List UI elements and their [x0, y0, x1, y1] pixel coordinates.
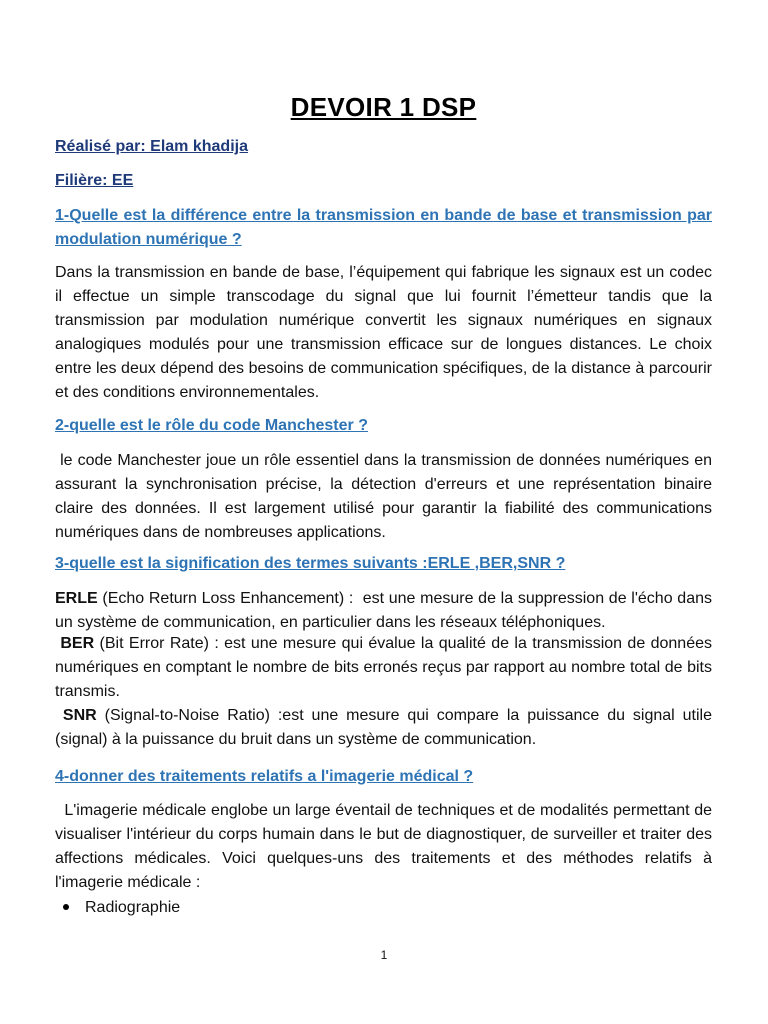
term-erle-label: ERLE [55, 590, 98, 607]
question-2: 2-quelle est le rôle du code Manchester ? [55, 417, 368, 434]
author-line: Réalisé par: Elam khadija [55, 138, 248, 155]
term-snr [55, 704, 717, 752]
list-item-label: Radiographie [85, 899, 181, 916]
term-erle [55, 587, 717, 635]
filiere-line: Filière: EE [55, 172, 134, 189]
term-snr-definition: (Signal-to-Noise Ratio) :est une mesure qui compare la puissance du signal utile (signal) à la puissance du bruit dans un système de communication. [55, 707, 717, 748]
term-ber-label: BER [55, 635, 95, 652]
question-3: 3-quelle est la signification des termes suivants :ERLE ,BER,SNR ? [55, 555, 566, 572]
list-item [63, 896, 180, 920]
page-number: 1 [380, 948, 388, 962]
bullet-icon [63, 904, 69, 910]
term-ber [55, 632, 717, 704]
term-snr-label: SNR [55, 707, 97, 724]
question-4: 4-donner des traitements relatifs a l'imagerie médical ? [55, 768, 474, 785]
term-erle-definition: (Echo Return Loss Enhancement) : est une mesure de la suppression de l'écho dans un système de communication, en particulier dans les réseaux téléphoniques. [55, 590, 717, 631]
answer-1: Dans la transmission en bande de base, l’équipement qui fabrique les signaux est un codec il effectue un simple transcodage du signal que lui fournit l’émetteur tandis que la transmission par modulation numérique convertit les signaux numériques en signaux analogiques modulés pour une transmission efficace sur de longues distances. Le choix entre les deux dépend des besoins de communication spécifiques, de la distance à parcourir et des conditions environnementales. [55, 264, 712, 401]
answer-2: le code Manchester joue un rôle essentiel dans la transmission de données numériques en assurant la synchronisation précise, la détection d'erreurs et une représentation binaire claire des données. Il est largement utilisé pour garantir la fiabilité des communications numériques dans de nombreuses applications. [55, 452, 717, 541]
term-ber-definition: (Bit Error Rate) : est une mesure qui évalue la qualité de la transmission de données numériques en comptant le nombre de bits erronés reçus par rapport au nombre total de bits transmis. [55, 635, 717, 700]
answer-4: L'imagerie médicale englobe un large éventail de techniques et de modalités permettant de visualiser l'intérieur du corps humain dans le but de diagnostiquer, de surveiller et traiter des affections médicales. Voici quelques-uns des traitements et des méthodes relatifs à l'imagerie médicale : [55, 802, 717, 891]
question-1: 1-Quelle est la différence entre la transmission en bande de base et transmission par modulation numérique ? [55, 207, 712, 248]
document-title: DEVOIR 1 DSP [290, 92, 477, 122]
